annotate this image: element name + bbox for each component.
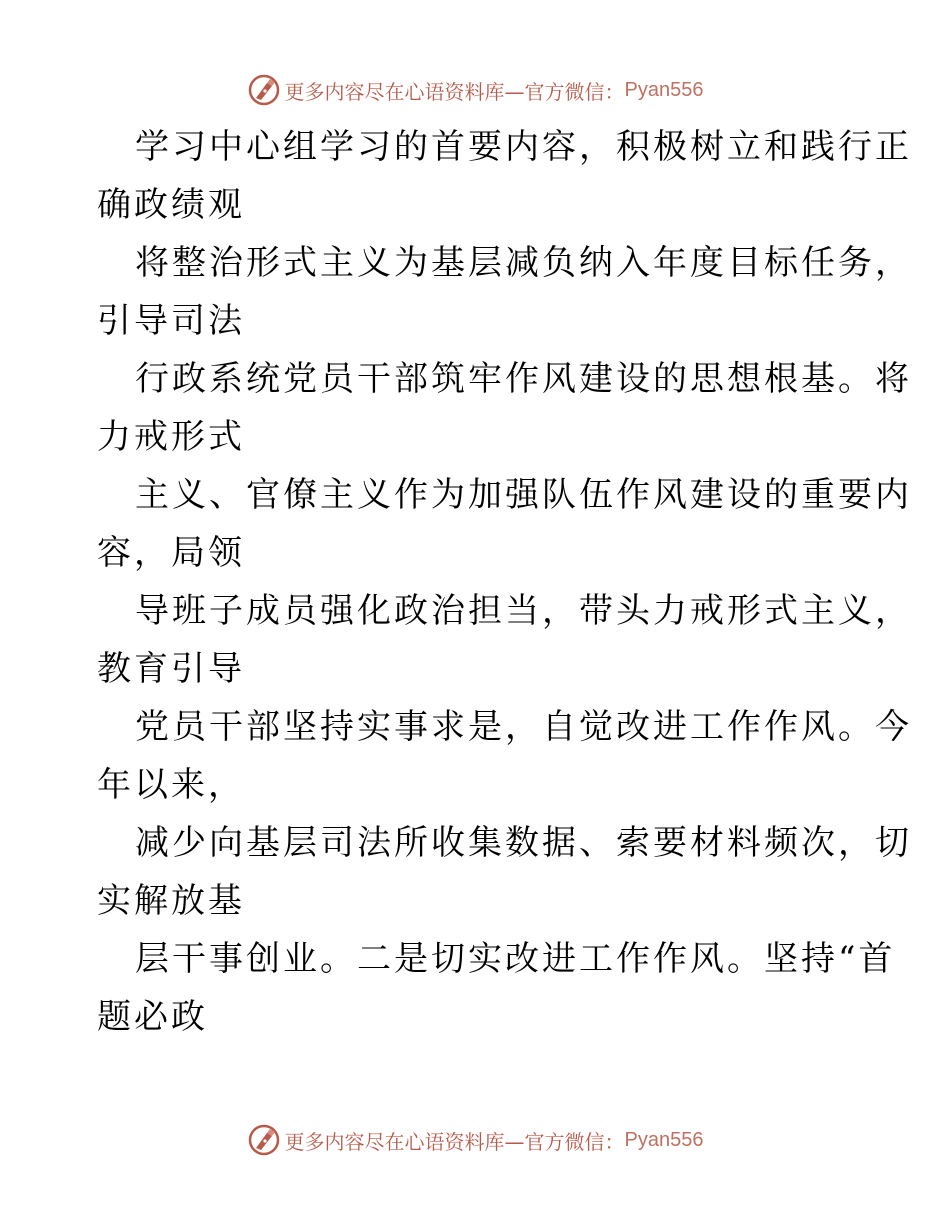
text-line: 实解放基 (97, 881, 245, 921)
text-line: 主义、官僚主义作为加强队伍作风建设的重要内 (135, 475, 912, 515)
watermark-text: 更多内容尽在心语资料库—官方微信： (284, 79, 625, 104)
watermark-text: 更多内容尽在心语资料库—官方微信： (284, 1129, 625, 1154)
text-line: 行政系统党员干部筑牢作风建设的思想根基。将 (135, 359, 912, 399)
text-line: 题必政 (97, 997, 208, 1037)
pen-nib-logo-icon (247, 1123, 281, 1157)
text-line: 容，局领 (97, 533, 245, 573)
document-body (97, 118, 912, 1046)
text-line: 减少向基层司法所收集数据、索要材料频次，切 (135, 823, 912, 863)
text-line: 将整治形式主义为基层减负纳入年度目标任务， (135, 243, 912, 283)
footer-watermark (0, 1120, 950, 1160)
watermark-wechat-id: Pyan556 (624, 1128, 704, 1151)
text-line: 年以来， (97, 765, 245, 805)
text-line: 引导司法 (97, 301, 245, 341)
text-line: 导班子成员强化政治担当，带头力戒形式主义， (135, 591, 912, 631)
text-line: 确政绩观 (97, 185, 245, 225)
text-line: 层干事创业。二是切实改进工作作风。坚持“首 (135, 939, 896, 979)
header-watermark (0, 70, 950, 110)
pen-nib-logo-icon (247, 73, 281, 107)
text-line: 教育引导 (97, 649, 245, 689)
watermark-wechat-id: Pyan556 (624, 78, 704, 101)
text-line: 学习中心组学习的首要内容，积极树立和践行正 (135, 127, 912, 167)
text-line: 党员干部坚持实事求是，自觉改进工作作风。今 (135, 707, 912, 747)
text-line: 力戒形式 (97, 417, 245, 457)
